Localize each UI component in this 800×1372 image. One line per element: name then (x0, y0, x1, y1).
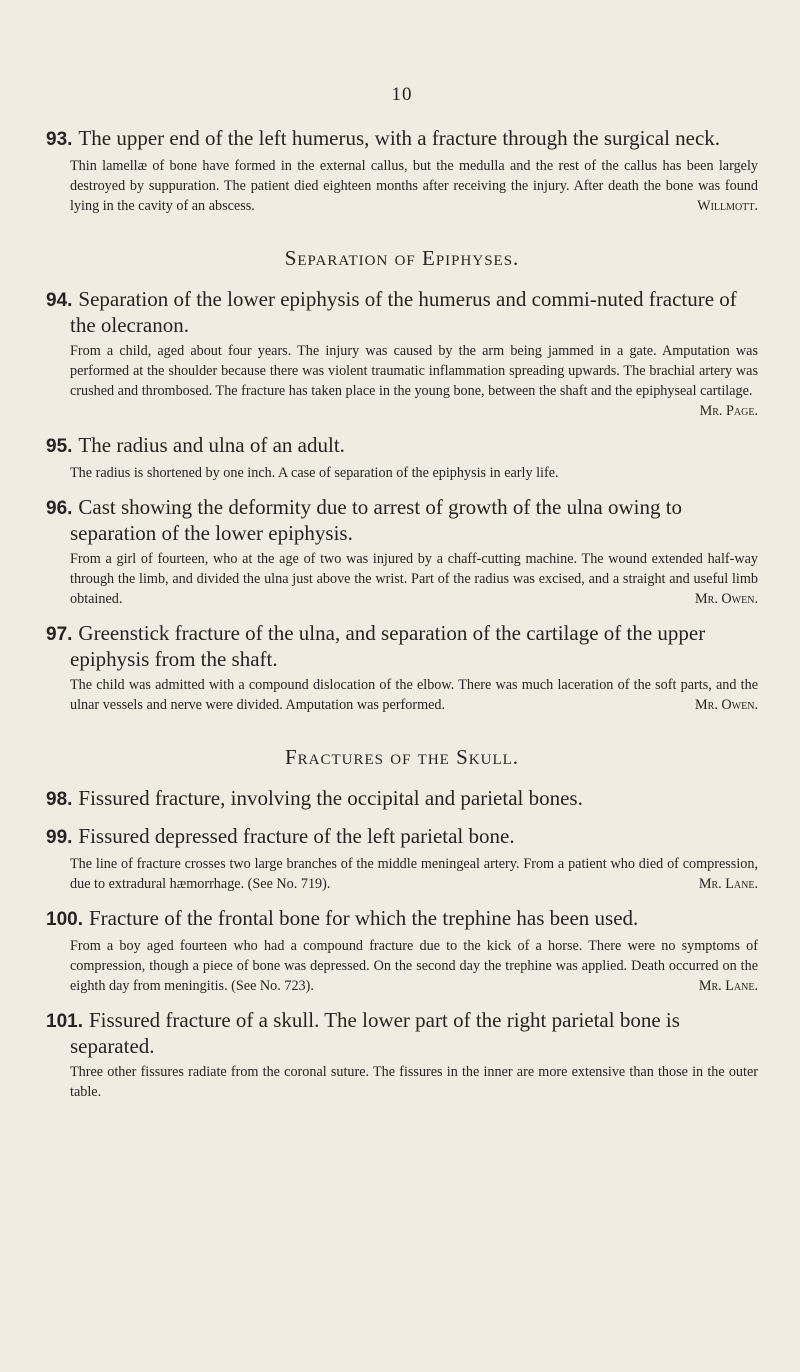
entry-title: The upper end of the left humerus, with a fracture through the surgical neck. (78, 126, 721, 150)
entry-author: Mr. Page. (699, 403, 758, 419)
entry-number: 99. (46, 827, 73, 848)
entry-number: 97. (46, 624, 73, 645)
entry-description: From a girl of fourteen, who at the age of two was injured by a chaff-cutting machine. The wound extended half-way through the limb, and divided the ulna just above the wrist. Part of the radius was excised, and a straight and useful limb obtained. (70, 551, 758, 607)
document-page (46, 0, 758, 1102)
entry-number: 100. (46, 909, 83, 930)
entry-title: Greenstick fracture of the ulna, and separation of the cartilage of the upper epiphysis from the shaft. (70, 621, 706, 671)
catalogue-entry (46, 824, 758, 894)
entry-description: From a child, aged about four years. The injury was caused by the arm being jammed in a gate. Amputation was performed at the shoulder because there was violent traumatic inflammation spreading upwards. The brachial artery was crushed and thrombosed. The fracture has taken place in the young bone, between the shaft and the epiphyseal cartilage. (70, 343, 758, 399)
entry-description: The line of fracture crosses two large branches of the middle meningeal artery. From a patient who died of compression, due to extradural hæmorrhage. (See No. 719). (70, 856, 758, 892)
entry-title: Fissured fracture of a skull. The lower part of the right parietal bone is separated. (70, 1008, 680, 1058)
entry-title: Cast showing the deformity due to arrest of growth of the ulna owing to separation of the lower epiphysis. (70, 495, 683, 545)
entry-description: From a boy aged fourteen who had a compound fracture due to the kick of a horse. There were no symptoms of compression, though a piece of bone was depressed. On the second day the trephine was applied. Death occurred on the eighth day from meningitis. (See No. 723). (70, 938, 758, 994)
catalogue-entry (46, 495, 758, 609)
catalogue-entry (46, 621, 758, 715)
entry-title: Fissured depressed fracture of the left parietal bone. (78, 824, 515, 848)
entry-title: Fissured fracture, involving the occipital and parietal bones. (78, 786, 583, 810)
entry-title: Separation of the lower epiphysis of the humerus and commi-nuted fracture of the olecranon. (70, 287, 737, 337)
section-heading: Fractures of the Skull. (284, 745, 520, 769)
entry-number: 95. (46, 436, 73, 457)
entry-number: 96. (46, 498, 73, 519)
entry-description: The radius is shortened by one inch. A case of separation of the epiphysis in early life. (70, 465, 559, 481)
entry-author: Mr. Owen. (695, 591, 758, 607)
entry-number: 98. (46, 789, 73, 810)
entry-title: Fracture of the frontal bone for which the trephine has been used. (88, 906, 639, 930)
entry-author: Willmott. (697, 198, 758, 214)
entry-author: Mr. Lane. (698, 876, 758, 892)
entry-description: Three other fissures radiate from the coronal suture. The fissures in the inner are more extensive than those in the outer table. (70, 1064, 758, 1100)
entry-author: Mr. Owen. (695, 697, 758, 713)
entry-author: Mr. Lane. (698, 978, 758, 994)
section-heading: Separation of Epiphyses. (284, 246, 520, 270)
entry-number: 101. (46, 1011, 83, 1032)
entry-number: 93. (46, 129, 73, 150)
catalogue-entry (46, 126, 758, 216)
entry-description: Thin lamellæ of bone have formed in the external callus, but the medulla and the rest of the callus has been largely destroyed by suppuration. The patient died eighteen months after receiving the injury. After death the bone was found lying in the cavity of an abscess. (70, 158, 758, 214)
entry-description: The child was admitted with a compound dislocation of the elbow. There was much laceration of the soft parts, and the ulnar vessels and nerve were divided. Amputation was performed. (70, 677, 758, 713)
catalogue-entry (46, 433, 758, 483)
catalogue-entry (46, 1008, 758, 1102)
catalogue-entry (46, 906, 758, 996)
entry-title: The radius and ulna of an adult. (78, 433, 345, 457)
entry-number: 94. (46, 290, 73, 311)
page-number: 10 (391, 84, 413, 105)
catalogue-entry (46, 287, 758, 421)
catalogue-entry (46, 786, 758, 812)
